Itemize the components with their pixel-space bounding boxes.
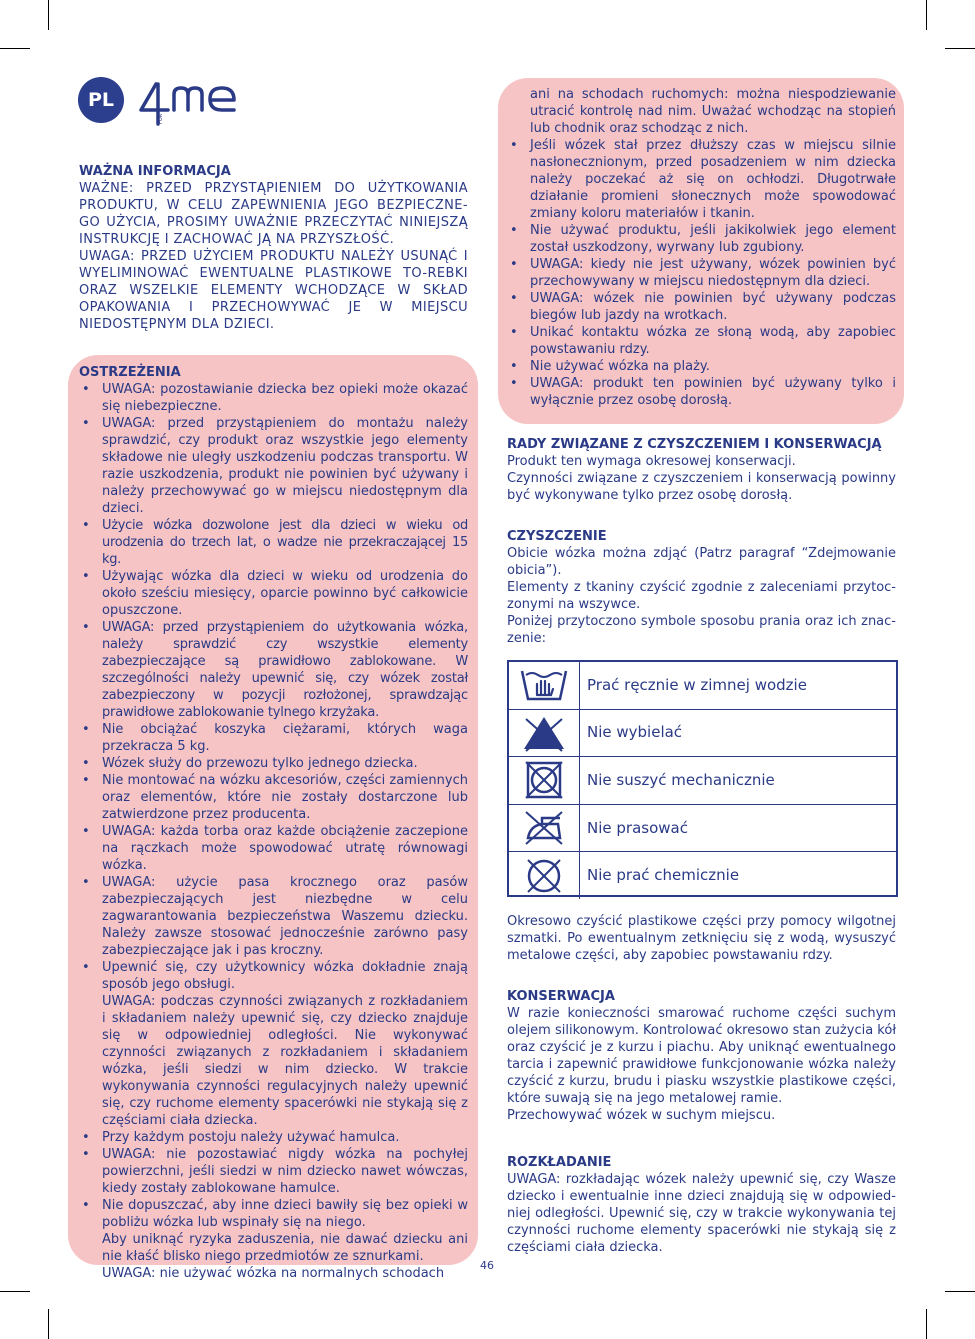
- crop-mark: [945, 48, 975, 49]
- hand-wash-icon: [509, 662, 580, 709]
- list-item: • Wózek służy do przewozu tylko jednego dziecka.: [79, 755, 468, 772]
- list-item: • Upewnić się, czy użytkownicy wózka dokładnie znają sposób jego obsługi.: [79, 959, 468, 993]
- warnings-continued-list: [507, 137, 896, 409]
- list-item: • Użycie wózka dozwolone jest dla dzieci w wieku od urodzenia do trzech lat, o wadze nie przekraczającej 15 kg.: [79, 517, 468, 568]
- warnings-title: OSTRZEŻENIA: [79, 365, 181, 380]
- warnings-continued-section: [507, 86, 896, 409]
- list-item: • Nie obciążać koszyka ciężarami, których waga przekracza 5 kg.: [79, 721, 468, 755]
- list-item: • UWAGA: wózek nie powinien być używany podczas biegów lub jazdy na wrotkach.: [507, 290, 896, 324]
- list-item: • Jeśli wózek stał przez dłuższy czas w miejscu silnie nasłonecznionym, przed posadzeniem w nim dziecka należy poczekać aż się on ochłodzi. Długotrwałe działanie promieni słonecznych może spowodować zmiany koloru materiałów i tkanin.: [507, 137, 896, 222]
- table-row: [509, 710, 896, 758]
- list-item: • UWAGA: kiedy nie jest używany, wózek powinien być przechowywany w miejscu niedostępnym dla dzieci.: [507, 256, 896, 290]
- care-label: Nie wybielać: [587, 723, 683, 742]
- unfolding-p1: UWAGA: rozkładając wózek należy upewnić się, czy Wasze dziecko i ewentualnie inne dzieci znajdują się w odpowied-niej odległości. Upewnić się, czy w trakcie wykonywania tej czynności ruchome elementy spacerówki nie stykają się z częściami ciała dziecka.: [507, 1172, 896, 1255]
- warnings-continuation-1: UWAGA: podczas czynności związanych z rozkładaniem i składaniem należy upewnić się, czy dziecko znajduje się w odpowiedniej odległości. Nie wykonywać czynności związanych z rozkładaniem i składaniem wózka, jeśli siedzi w nim dziecko. W trakcie wykonywania czynności regulacyjnych należy upewnić się, czy ruchome elementy spacerówki nie stykają się z częściami ciała dziecka.: [102, 994, 468, 1128]
- list-item: • UWAGA: przed przystąpieniem do montażu należy sprawdzić, czy produkt oraz wszystkie jego elementy składowe nie uległy uszkodzeniu podczas transportu. W razie uszkodzenia, produkt nie powinien być używany i należy przechowywać go w miejscu niedostępnym dla dzieci.: [79, 415, 468, 517]
- crop-mark: [945, 1291, 975, 1292]
- cleaning-advice-title: RADY ZWIĄZANE Z CZYSZCZENIEM I KONSERWACJĄ: [507, 437, 882, 452]
- warnings-list-2: [79, 1129, 468, 1231]
- care-label: Nie suszyć mechanicznie: [587, 770, 775, 789]
- warnings-section: [79, 364, 468, 1282]
- warnings-continuation-2: Aby uniknąć ryzyka zaduszenia, nie dawać dziecku ani nie kłaść blisko niego przedmiotów ze sznurkami.: [102, 1232, 468, 1264]
- warnings-continued-text: ani na schodach ruchomych: można niespodziewanie utracić kontrolę nad nim. Uważać wchodząc na stopień lub chodnik oraz schodząc z nich.: [530, 87, 896, 136]
- cleaning-plastic-section: [507, 913, 896, 964]
- unfolding-title: ROZKŁADANIE: [507, 1155, 612, 1170]
- crop-mark: [926, 0, 927, 30]
- maintenance-p1: W razie konieczności smarować ruchome części suchym olejem silikonowym. Kontrolować okresowo stan zużycia kół oraz czyścić je z kurzu i piachu. Aby uniknąć ewentualnego tarcia i zapewnić prawidłowe funkcjonowanie wózka należy czyścić z kurzu, brudu i piasku wszystkie plastikowe części, które suwają się na jego metalowej ramie.: [507, 1006, 897, 1106]
- important-paragraph-2: UWAGA: PRZED UŻYCIEM PRODUKTU NALEŻY USUNĄĆ I WYELIMINOWAĆ EWENTUALNE PLASTIKOWE TO-REBKI ORAZ WSZELKIE ELEMENTY WCHODZĄCE W SKŁAD OPAKOWANIA I PRZECHOWYWAĆ JE W MIEJSCU NIEDOSTĘPNYM DLA DZIECI.: [79, 249, 468, 332]
- no-bleach-icon: [509, 710, 580, 757]
- cleaning-advice-p1: Produkt ten wymaga okresowej konserwacji.: [507, 454, 796, 469]
- list-item: • UWAGA: pozostawianie dziecka bez opieki może okazać się niebezpieczne.: [79, 381, 468, 415]
- care-symbols-table: [507, 660, 898, 897]
- table-row: [509, 852, 896, 899]
- maintenance-section: [507, 988, 896, 1124]
- crop-mark: [48, 1309, 49, 1339]
- language-badge: PL: [78, 77, 124, 123]
- logo-small-text: FOR: [158, 113, 164, 124]
- care-label: Nie prać chemicznie: [587, 866, 740, 885]
- list-item: • UWAGA: użycie pasa krocznego oraz pasów zabezpieczających jest niezbędne w celu zagwarantowania bezpieczeństwa Waszemu dziecku. Należy zawsze stosować jednocześnie zarówno pasy zabezpieczające jak i pas kroczny.: [79, 874, 468, 959]
- crop-mark: [0, 1291, 30, 1292]
- list-item: • Nie używać produktu, jeśli jakikolwiek jego element został uszkodzony, wyrwany lub zgubiony.: [507, 222, 896, 256]
- maintenance-p2: Przechowywać wózek w suchym miejscu.: [507, 1108, 776, 1123]
- crop-mark: [926, 1309, 927, 1339]
- important-title: WAŻNA INFORMACJA: [79, 164, 231, 179]
- no-tumble-dry-icon: [509, 757, 580, 804]
- unfolding-section: [507, 1154, 896, 1256]
- table-row: [509, 757, 896, 805]
- cleaning-advice-section: [507, 436, 896, 504]
- list-item: • Nie dopuszczać, aby inne dzieci bawiły się bez opieki w pobliżu wózka lub wspinały się na niego.: [79, 1197, 468, 1231]
- important-paragraph-1: WAŻNE: PRZED PRZYSTĄPIENIEM DO UŻYTKOWANIA PRODUKTU, W CELU ZAPEWNIENIA JEGO BEZPIECZNE-GO UŻYCIA, PROSIMY UWAŻNIE PRZECZYTAĆ NINIEJSZĄ INSTRUKCJĘ I ZACHOWAĆ JĄ NA PRZYSZŁOŚĆ.: [79, 181, 468, 247]
- cleaning-title: CZYSZCZENIE: [507, 529, 607, 544]
- care-label: Nie prasować: [587, 818, 688, 837]
- cleaning-p1: Obicie wózka można zdjąć (Patrz paragraf “Zdejmowanie obicia”).: [507, 546, 896, 578]
- cleaning-p4: Okresowo czyścić plastikowe części przy pomocy wilgotnej szmatki. Po ewentualnym zetknięciu się z wodą, wysuszyć metalowe części, aby zapobiec powstawaniu rdzy.: [507, 914, 896, 963]
- cleaning-p2: Elementy z tkaniny czyścić zgodnie z zaleceniami przytoc-zonymi na wszywce.: [507, 580, 896, 612]
- page-number: 46: [480, 1259, 494, 1272]
- cleaning-p3: Poniżej przytoczono symbole sposobu prania oraz ich znac-zenie:: [507, 614, 896, 646]
- crop-mark: [48, 0, 49, 30]
- list-item: • UWAGA: nie pozostawiać nigdy wózka na pochyłej powierzchni, jeśli siedzi w nim dziecko nawet wówczas, kiedy zostały zablokowane hamulce.: [79, 1146, 468, 1197]
- list-item: • Przy każdym postoju należy używać hamulca.: [79, 1129, 468, 1146]
- maintenance-title: KONSERWACJA: [507, 989, 615, 1004]
- brand-logo: [138, 80, 263, 128]
- list-item: • Unikać kontaktu wózka ze słoną wodą, aby zapobiec powstawaniu rdzy.: [507, 324, 896, 358]
- cleaning-section: [507, 528, 896, 647]
- list-item: • UWAGA: każda torba oraz każde obciążenie zaczepione na rączkach może spowodować utratę równowagi wózka.: [79, 823, 468, 874]
- list-item: • Używając wózka dla dzieci w wieku od urodzenia do około sześciu miesięcy, oparcie powinno być całkowicie opuszczone.: [79, 568, 468, 619]
- table-row: [509, 662, 896, 710]
- list-item: • Nie używać wózka na plaży.: [507, 358, 896, 375]
- list-item: • UWAGA: przed przystąpieniem do użytkowania wózka, należy sprawdzić czy wszystkie elementy zabezpieczające są prawidłowo zablokowane. W szczególności należy upewnić się, czy wózek został zabezpieczony w pozycji rozłożonej, sprawdzając prawidłowe zablokowanie tylnego krzyżaka.: [79, 619, 468, 721]
- warnings-continuation-3: UWAGA: nie używać wózka na normalnych schodach: [102, 1266, 445, 1281]
- no-dry-clean-icon: [509, 852, 580, 899]
- warnings-list: [79, 381, 468, 993]
- cleaning-advice-p2: Czynności związane z czyszczeniem i konserwacją powinny być wykonywane tylko przez osobę dorosłą.: [507, 471, 896, 503]
- table-row: [509, 805, 896, 853]
- no-iron-icon: [509, 805, 580, 852]
- crop-mark: [0, 48, 30, 49]
- important-section: [79, 163, 468, 333]
- list-item: • UWAGA: produkt ten powinien być używany tylko i wyłącznie przez osobę dorosłą.: [507, 375, 896, 409]
- list-item: • Nie montować na wózku akcesoriów, części zamiennych oraz elementów, które nie zostały dostarczone lub zatwierdzone przez producenta.: [79, 772, 468, 823]
- care-label: Prać ręcznie w zimnej wodzie: [587, 675, 807, 694]
